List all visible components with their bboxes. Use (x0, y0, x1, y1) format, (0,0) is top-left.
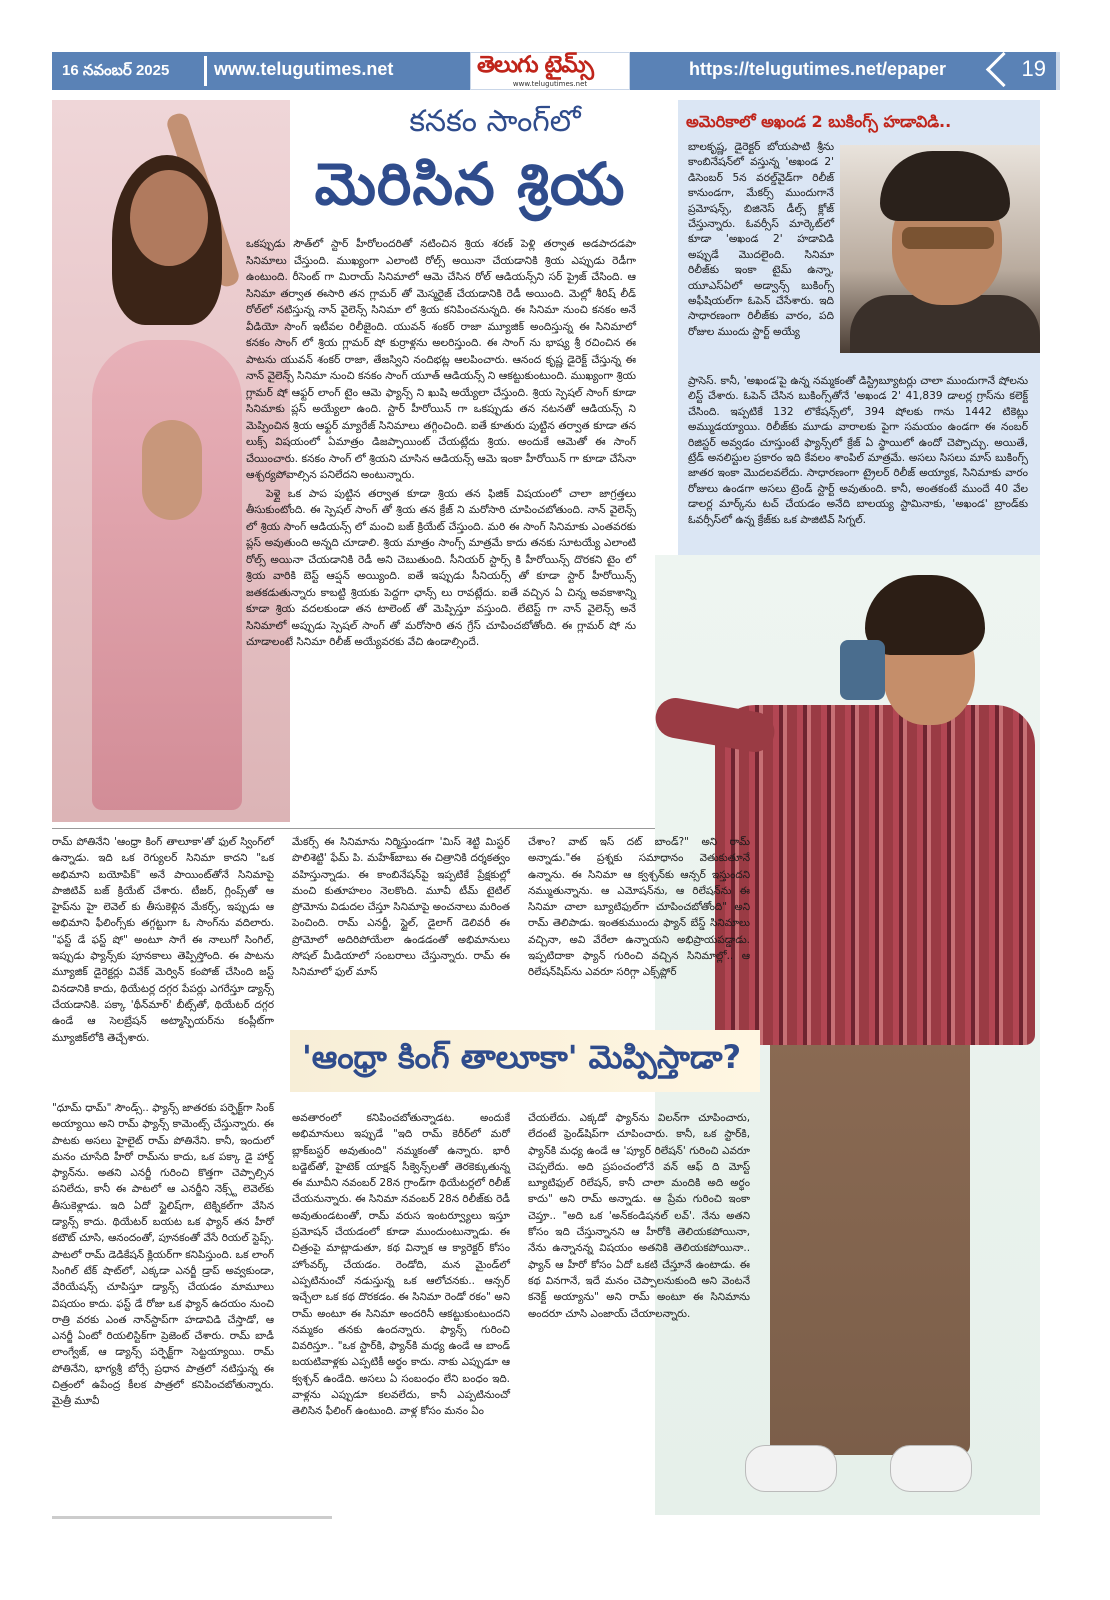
article2-col3-continued: చేయలేదు. ఎక్కడో ఫ్యాన్‌ను విలన్‌గా చూపించారు, లేదంటే ఫ్రెండ్‌షిప్‌గా చూపించారు. కానీ, ఒక స్టార్‌కి, ఫ్యాన్‌కి మధ్య ఉండే ఆ 'ప్యూర్ రిలేషన్' గురించి ఎవరూ చెప్పలేదు. అది ప్రపంచంలోనే వన్ ఆఫ్ ది మోస్ట్ బ్యూటిఫుల్ రిలేషన్, కానీ చాలా మందికి అది అర్థం కాదు" అని రామ్ అన్నాడు. ఆ ప్రేమ గురించి ఇంకా చెప్తూ.. "అది ఒక 'అన్‌కండిషనల్ లవ్'. నేను అతని కోసం ఇది చేస్తున్నానని ఆ హీరోకి తెలియకపోయినా, నేను ఉన్నానన్న విషయం అతనికి తెలియకపోయినా.. ఫ్యాన్ ఆ హీరో కోసం ఏదో ఒకటి చేస్తూనే ఉంటాడు. ఈ కథ వినగానే, ఇదే మనం చెప్పాలనుకుంది అని వెంటనే కనెక్ట్ అయ్యాను" అని రామ్ అంటూ ఈ సినిమాను అందరూ చూసి ఎంజాయ్ చేయాలన్నారు. (528, 1112, 750, 1320)
photo-trousers (770, 1035, 970, 1455)
sidebar-body-1: బాలకృష్ణ, డైరెక్టర్ బోయపాటి శ్రీను కాంబినేషన్‌లో వస్తున్న 'అఖండ 2' డిసెంబర్ 5న వరల్డ్‌వైడ్‌గా రిలీజ్ కానుండగా, మేకర్స్ ముందుగానే ప్రమోషన్స్, బిజినెస్ డీల్స్ క్లోజ్ చేస్తున్నారు. ఓవర్సీస్ మార్కెట్‌లో కూడా 'అఖండ 2' హడావిడి అప్పుడే మొదలైంది. సినిమా రిలీజ్‌కు ఇంకా టైమ్ ఉన్నా, యూఎస్ఏలో అడ్వాన్స్ బుకింగ్స్ అఫీషియల్‌గా ఓపెన్ చేసేశారు. ఇది సాధారణంగా రిలీజ్‌కు వారం, పది రోజుల ముందు స్టార్ట్ అయ్యే (688, 141, 834, 338)
logo-url: www.telugutimes.net (512, 80, 588, 88)
page-number: 19 (1021, 56, 1046, 81)
article1-paragraph-2: పెళ్లై ఒక పాప పుట్టిన తర్వాత కూడా శ్రియ తన ఫిజిక్ విషయంలో చాలా జాగ్రత్తలు తీసుకుంటోంది. ఈ స్పెషల్ సాంగ్ తో శ్రియ తన క్రేజ్ ని మరోసారి చూపించబోతుంది. నాన్ వైలెన్స్ లో శ్రియ సాంగ్ ఆడియన్స్ లో మంచి బజ్ క్రియేట్ చేస్తుంది. మరి ఈ సాంగ్ సినిమాకు ఎంతవరకు ప్లస్ అవుతుంది అన్నది చూడాలి. శ్రియ మాత్రం సాంగ్స్ మాత్రమే కాదు తనకు సూటయ్యే ఎలాంటి రోల్స్ అయినా చేయడానికి రెడీ అని చెబుతుంది. సీనియర్ స్టార్స్ కి హీరోయిన్స్ దొరకని టైం లో శ్రియ వారికి బెస్ట్ ఆప్షన్ అయ్యింది. ఐతే ఇప్పుడు సీనియర్స్ తో కూడా స్టార్ హీరోయిన్స్ జతకడుతున్నారు కాబట్టి శ్రియకు పెద్దగా ఛాన్స్ లు రావట్లేదు. ఐతే వచ్చిన ఏ చిన్న అవకాశాన్ని కూడా శ్రియ వదలకుండా తన టాలెంట్ తో మెప్పిస్తూ వస్తుంది. లేటెస్ట్ గా నాన్ వైలెన్స్ అనే సినిమాలో అప్పుడు స్పెషల్ సాంగ్ తో మరోసారి తన గ్రేస్ చూపించబోతోంది. ఈ గ్లామర్ షో ను చూడాలంటే సినిమా రిలీజ్ అయ్యేవరకు వేచి ఉండాల్సిందే. (246, 487, 636, 648)
figure-dress (92, 340, 242, 810)
photo-shoe-right (890, 1445, 972, 1492)
site-link[interactable]: www.telugutimes.net (214, 59, 394, 79)
article1-body (246, 236, 636, 651)
section-divider (52, 828, 657, 829)
article2-col2-continued: అవతారంలో కనిపించబోతున్నాడట. అందుకే అభిమానులు ఇప్పుడే "ఇది రామ్ కెరీర్‌లో మరో బ్లాక్‌బస్టర్ అవుతుంది" నమ్మకంతో ఉన్నారు. భారీ బడ్జెట్‌తో, హైటెక్ యాక్షన్ సీక్వెన్స్‌లతో తెరకెక్కుతున్న ఈ మూవీని నవంబర్ 28న గ్రాండ్‌గా థియేటర్లలో రిలీజ్ చేయనున్నారు. ఈ సినిమా నవంబర్ 28న రిలీజ్‌కు రెడీ అవుతుండటంతో, రామ్ వరుస ఇంటర్వ్యూలు ఇస్తూ ప్రమోషన్ చేయడంలో కూడా ముందుంటున్నాడు. ఈ చిత్రంపై మాట్లాడుతూ, కథ విన్నాక ఆ క్యారెక్టర్ కోసం హోంవర్క్ చేయడం. రెండోది, మన మైండ్‌లో ఎప్పటినుంచో నడుస్తున్న ఒక ఆలోచనకు.. ఆన్సర్ ఇచ్చేలా ఒక కథ దొరకడం. ఈ సినిమా రెండో రకం" అని రామ్ అంటూ ఈ సినిమా అందరినీ ఆకట్టుకుంటుందని నమ్మకం తనకు ఉందన్నారు. ఫ్యాన్స్ గురించి వివరిస్తూ.. "ఒక స్టార్‌కి, ఫ్యాన్‌కి మధ్య ఉండే ఆ బాండ్ బయటివాళ్లకు ఎప్పటికీ అర్థం కాదు. నాకు ఎప్పుడూ ఆ క్వశ్చన్ ఉండేది. అసలు ఏ సంబంధం లేని బంధం ఇది. వాళ్లను ఎప్పుడూ కలవలేదు, కానీ ఎప్పటినుంచో తెలిసిన ఫీలింగ్ ఉంటుంది. వాళ్ల కోసం మనం ఏం (292, 1112, 510, 1418)
article2-col1: రామ్ పోతినేని 'ఆంధ్రా కింగ్ తాలూకా'తో ఫుల్ స్వింగ్‌లో ఉన్నాడు. ఇది ఒక రెగ్యులర్ సినిమా కాదని "ఒక అభిమాని బయోపిక్" అనే పాయింట్‌తోనే సినిమాపై పాజిటివ్ బజ్ క్రియేట్ చేశారు. టీజర్, గ్లింప్స్‌తో ఆ హైప్‌ను హై లెవెల్ కు తీసుకెళ్లిన మేకర్స్, ఇప్పుడు ఆ అభిమాని ఫీలింగ్స్‌కు తగ్గట్టుగా ఓ సాంగ్‌ను వదిలారు. "ఫస్ట్ డే ఫస్ట్ షో" అంటూ సాగే ఈ నాలుగో సింగిల్, ఇప్పుడు ఫ్యాన్స్‌కు పూనకాలు తెప్పిస్తోంది. ఈ పాటను మ్యూజిక్ డైరెక్టర్లు వివేక్ మెర్విన్ కంపోజ్ చేసింది జస్ట్ వినడానికి కాదు, థియేటర్ల దగ్గర పేపర్లు ఎగరేస్తూ డ్యాన్స్ చేయడానికి. పక్కా 'థీన్‌మార్' బీట్స్‌తో, థియేటర్ దగ్గర ఉండే ఆ సెలబ్రేషన్ అట్మాస్ఫియర్‌ను కంప్లీట్‌గా మ్యూజిక్‌లోకి తెచ్చేశారు. (52, 836, 274, 1044)
article2-headline: 'ఆంధ్రా కింగ్ తాలూకా' మెప్పిస్తాడా? (302, 1038, 742, 1076)
masthead-bar (52, 52, 1060, 90)
article1-paragraph-1: ఒకప్పుడు సౌత్‌లో స్టార్ హీరోలందరితో నటించిన శ్రియ శరణ్ పెళ్లి తర్వాత అడపాదడపా సినిమాలు చేస్తుంది. ముఖ్యంగా ఎలాంటి రోల్స్ అయినా చేయడానికి శ్రియ ఎప్పుడు రెడీగా ఉంటుంది. రీసెంట్ గా మిరాయ్ సినిమాలో ఆమె చేసిన రోల్ ఆడియన్స్‌ని సర్ ప్రైజ్ చేసింది. ఆ సినిమా తర్వాత ఈసారి తన గ్లామర్ తో మెస్మరైజ్ చేయడానికి రెడీ అయింది. మెల్లో శీరిష్ లీడ్ రోల్‌లో నటిస్తున్న నాన్ వైలెన్స్ సినిమా లో శ్రియ కనిపించనున్నది. ఈ సినిమా నుంచి కనకం అనే వీడియో సాంగ్ ఇటీవల రిలీజైంది. యువన్ శంకర్ రాజా మ్యూజిక్ అందిస్తున్న ఈ సినిమాలో కనకం సాంగ్ లో శ్రియ గ్లామర్ షో కుర్రాళ్లను అలరిస్తుంది. ఈ సాంగ్ ను భాష్య శ్రీ రచించిన ఈ పాటను యువన్ శంకర్ రాజా, తేజస్విని నందిభట్ల ఆలపించారు. ఆనంద కృష్ణ డైరెక్ట్ చేస్తున్న ఈ నాన్ వైలెన్స్ సినిమా నుంచి కనకం సాంగ్ యూత్ ఆడియన్స్ ని ఆకట్టుకుంటుంది. ముఖ్యంగా శ్రియ గ్లామర్ షో ఆఫ్టర్ లాంగ్ టైం ఆమె ఫ్యాన్స్ ని ఖుషి అయ్యేలా చేస్తుంది. శ్రియ స్పెషల్ సాంగ్ కూడా సినిమాకు ప్లస్ అయ్యేలా ఉంది. స్టార్ హీరోయిన్ గా ఒకప్పుడు తన నటనతో ఆడియన్స్ ని మెప్పించిన శ్రియ ఆఫ్టర్ మ్యారేజ్ సినిమాలు తగ్గించింది. ఐతే కూతురు పుట్టిన తర్వాత కూడా తన లుక్స్ విషయంలో ఏమాత్రం డిజప్పాయింట్ చేయట్లేదు శ్రియ. అందుకే ఆమెతో ఈ సాంగ్ చేయించారు. కనకం సాంగ్ లో శ్రియని చూసిన ఆడియన్స్ ఆమె ఇంకా హీరోయిన్ గా కూడా చేసేనా ఆశ్చర్యపోవాల్సిన పనిలేదని అంటున్నారు. (246, 238, 636, 481)
photo-striped-shirt (715, 705, 1035, 1045)
footer-rule (52, 1516, 332, 1519)
article2-col1-continued: "ధూమ్ ధామ్" సౌండ్స్.. ఫ్యాన్స్ జాతరకు పర్ఫెక్ట్‌గా సింక్ అయ్యాయి అని రామ్ ఫ్యాన్స్ కామెంట్స్ చేస్తున్నారు. ఈ పాటకు అసలు హైలైట్ రామ్ పోతినేని. కానీ, ఇందులో మనం చూసేది హీరో రామ్‌ను కాదు, ఒక పక్కా డై హార్డ్ ఫ్యాన్‌ను. అతని ఎనర్జీ గురించి కొత్తగా చెప్పాల్సిన పనిలేదు, కానీ ఈ పాటలో ఆ ఎనర్జీని నెక్స్ట్ లెవెల్‌కు తీసుకెళ్లాడు. ఇది ఏదో స్టైలిష్‌గా, టెక్నికల్‌గా వేసిన డ్యాన్స్ కాదు. థియేటర్ బయట ఒక ఫ్యాన్ తన హీరో కటౌట్ చూసి, ఆనందంతో, పూనకంతో వేసే రియల్ స్టెప్స్. పాటలో రామ్ డెడికేషన్ క్లియర్‌గా కనిపిస్తుంది. ఒక లాంగ్ సింగిల్ టేక్ షాట్‌లో, ఎక్కడా ఎనర్జీ డ్రాప్ అవ్వకుండా, వేరియేషన్స్ చూపిస్తూ డ్యాన్స్ చేయడం మామూలు విషయం కాదు. ఫస్ట్ డే రోజు ఒక ఫ్యాన్ ఉదయం నుంచి రాత్రి వరకు ఎంత నాన్‌స్టాప్‌గా హడావిడి చేస్తాడో, ఆ ఎనర్జీ ఏంటో రియలిస్టిక్‌గా ప్రెజెంట్ చేశారు. రామ్ బాడీ లాంగ్వేజ్, ఆ డ్యాన్స్ పర్ఫెక్ట్‌గా సెట్టయ్యాయి. రామ్ పోతినేని, భాగ్యశ్రీ బోర్సే ప్రధాన పాత్రలో నటిస్తున్న ఈ చిత్రంలో ఉపేంద్ర కీలక పాత్రలో కనిపించబోతున్నారు. మైత్రీ మూవీ (52, 1102, 274, 1408)
balakrishna-photo (840, 145, 1040, 353)
sidebar-body-2: ప్రాసెస్. కానీ, 'అఖండ'పై ఉన్న నమ్మకంతో డిస్ట్రిబ్యూటర్లు చాలా ముందుగానే షోలను లిస్ట్ చేశారు. ఓపెన్ చేసిన బుకింగ్స్‌తోనే 'అఖండ 2' 41,839 డాలర్ల గ్రాస్‌ను కలెక్ట్ చేసింది. ఇప్పటికే 132 లొకేషన్స్‌లో, 394 షోలకు గాను 1442 టికెట్లు అమ్ముడయ్యాయి. రిలీజ్‌కు మూడు వారాలకు పైగా సమయం ఉండగా ఈ నంబర్ రిజిస్టర్ అవ్వడం చూస్తుంటే ఫ్యాన్స్‌లో క్రేజ్ ఏ స్థాయిలో ఉందో చెప్పొచ్చు. అయితే, ట్రేడ్ అనలిస్టుల ప్రకారం ఇది కేవలం శాంపిల్ మాత్రమే. అసలు సిసలు మాస్ బుకింగ్స్ జాతర ఇంకా మొదలవలేదు. సాధారణంగా ట్రైలర్ రిలీజ్ అయ్యాక, సినిమాకు వారం రోజులు ఉండగా అసలు ట్రెండ్ స్టార్ట్ అవుతుంది. కానీ, అంతకంటే ముందే 40 వేల డాలర్ల మార్క్‌ను టచ్ చేయడం అనేది బాలయ్య స్టామినాకు, 'అఖండ' బ్రాండ్‌కు ఓవర్సీస్‌లో ఉన్న క్రేజ్‌కు ఒక పాజిటివ్ సిగ్నల్. (688, 375, 1028, 526)
sidebar-title: అమెరికాలో అఖండ 2 బుకింగ్స్ హడావిడి.. (686, 112, 952, 131)
logo-title: తెలుగు టైమ్స్ (477, 52, 593, 78)
newspaper-logo[interactable] (470, 52, 630, 90)
article2-col3: చేశాం? వాట్ ఇస్ దట్ బాండ్?" అని రామ్ అన్నాడు."ఈ ప్రశ్నకు సమాధానం వెతుకుతూనే ఉన్నాను. ఈ సినిమా ఆ క్వశ్చన్‌కు ఆన్సర్ ఇస్తుందని నమ్ముతున్నాను. ఆ ఎమోషన్‌ను, ఆ రిలేషన్‌ను ఈ సినిమా చాలా బ్యూటిఫుల్‌గా చూపించబోతోంది" అని రామ్ తెలిపాడు. ఇంతకుముందు ఫ్యాన్ బేస్డ్ సినిమాలు వచ్చినా, అవి వేరేలా ఉన్నాయని అభిప్రాయపడ్డాడు. ఇప్పటిదాకా ఫ్యాన్ గురించి వచ్చిన సినిమాల్లో.. ఆ రిలేషన్‌షిప్‌ను ఎవరూ సరిగ్గా ఎక్స్‌ప్లోర్ (528, 836, 750, 979)
article2-headline-box (290, 1030, 760, 1092)
figure-face (130, 170, 208, 266)
figure-waist (142, 420, 202, 520)
photo-shoe-left (745, 1445, 837, 1492)
issue-date: 16 నవంబర్ 2025 (62, 62, 170, 79)
page-arrow-icon[interactable] (986, 52, 1021, 87)
photo-sunglasses (902, 227, 994, 249)
article2-col2: మేకర్స్ ఈ సినిమాను నిర్మిస్తుండగా 'మిస్ శెట్టి మిస్టర్ పొలిశెట్టి' ఫేమ్ పి. మహేశ్‌బాబు ఈ చిత్రానికి దర్శకత్వం వహిస్తున్నాడు. ఈ కాంబినేషన్‌పై ఇప్పటికే ప్రేక్షకుల్లో మంచి కుతూహలం నెలకొంది. మూవీ టీమ్ టైటిల్ ప్రోమోను విడుదల చేస్తూ సినిమాపై అంచనాలు మరింత పెంచింది. రామ్ ఎనర్జీ, స్టైల్, డైలాగ్ డెలివరీ ఈ ప్రోమోలో అదిరిపోయేలా ఉండడంతో అభిమానులు సోషల్ మీడియాలో సంబరాలు చేస్తున్నారు. రామ్ ఈ సినిమాలో ఫుల్ మాస్ (292, 836, 510, 979)
article1-headline: మెరిసిన శ్రియ (314, 150, 626, 218)
epaper-link[interactable]: https://telugutimes.net/epaper (689, 59, 947, 79)
photo-mug (840, 640, 885, 700)
header-edge (1056, 52, 1060, 90)
photo-hair (880, 151, 1010, 221)
divider (204, 56, 207, 86)
article1-kicker: కనకం సాంగ్‌లో (409, 104, 581, 139)
